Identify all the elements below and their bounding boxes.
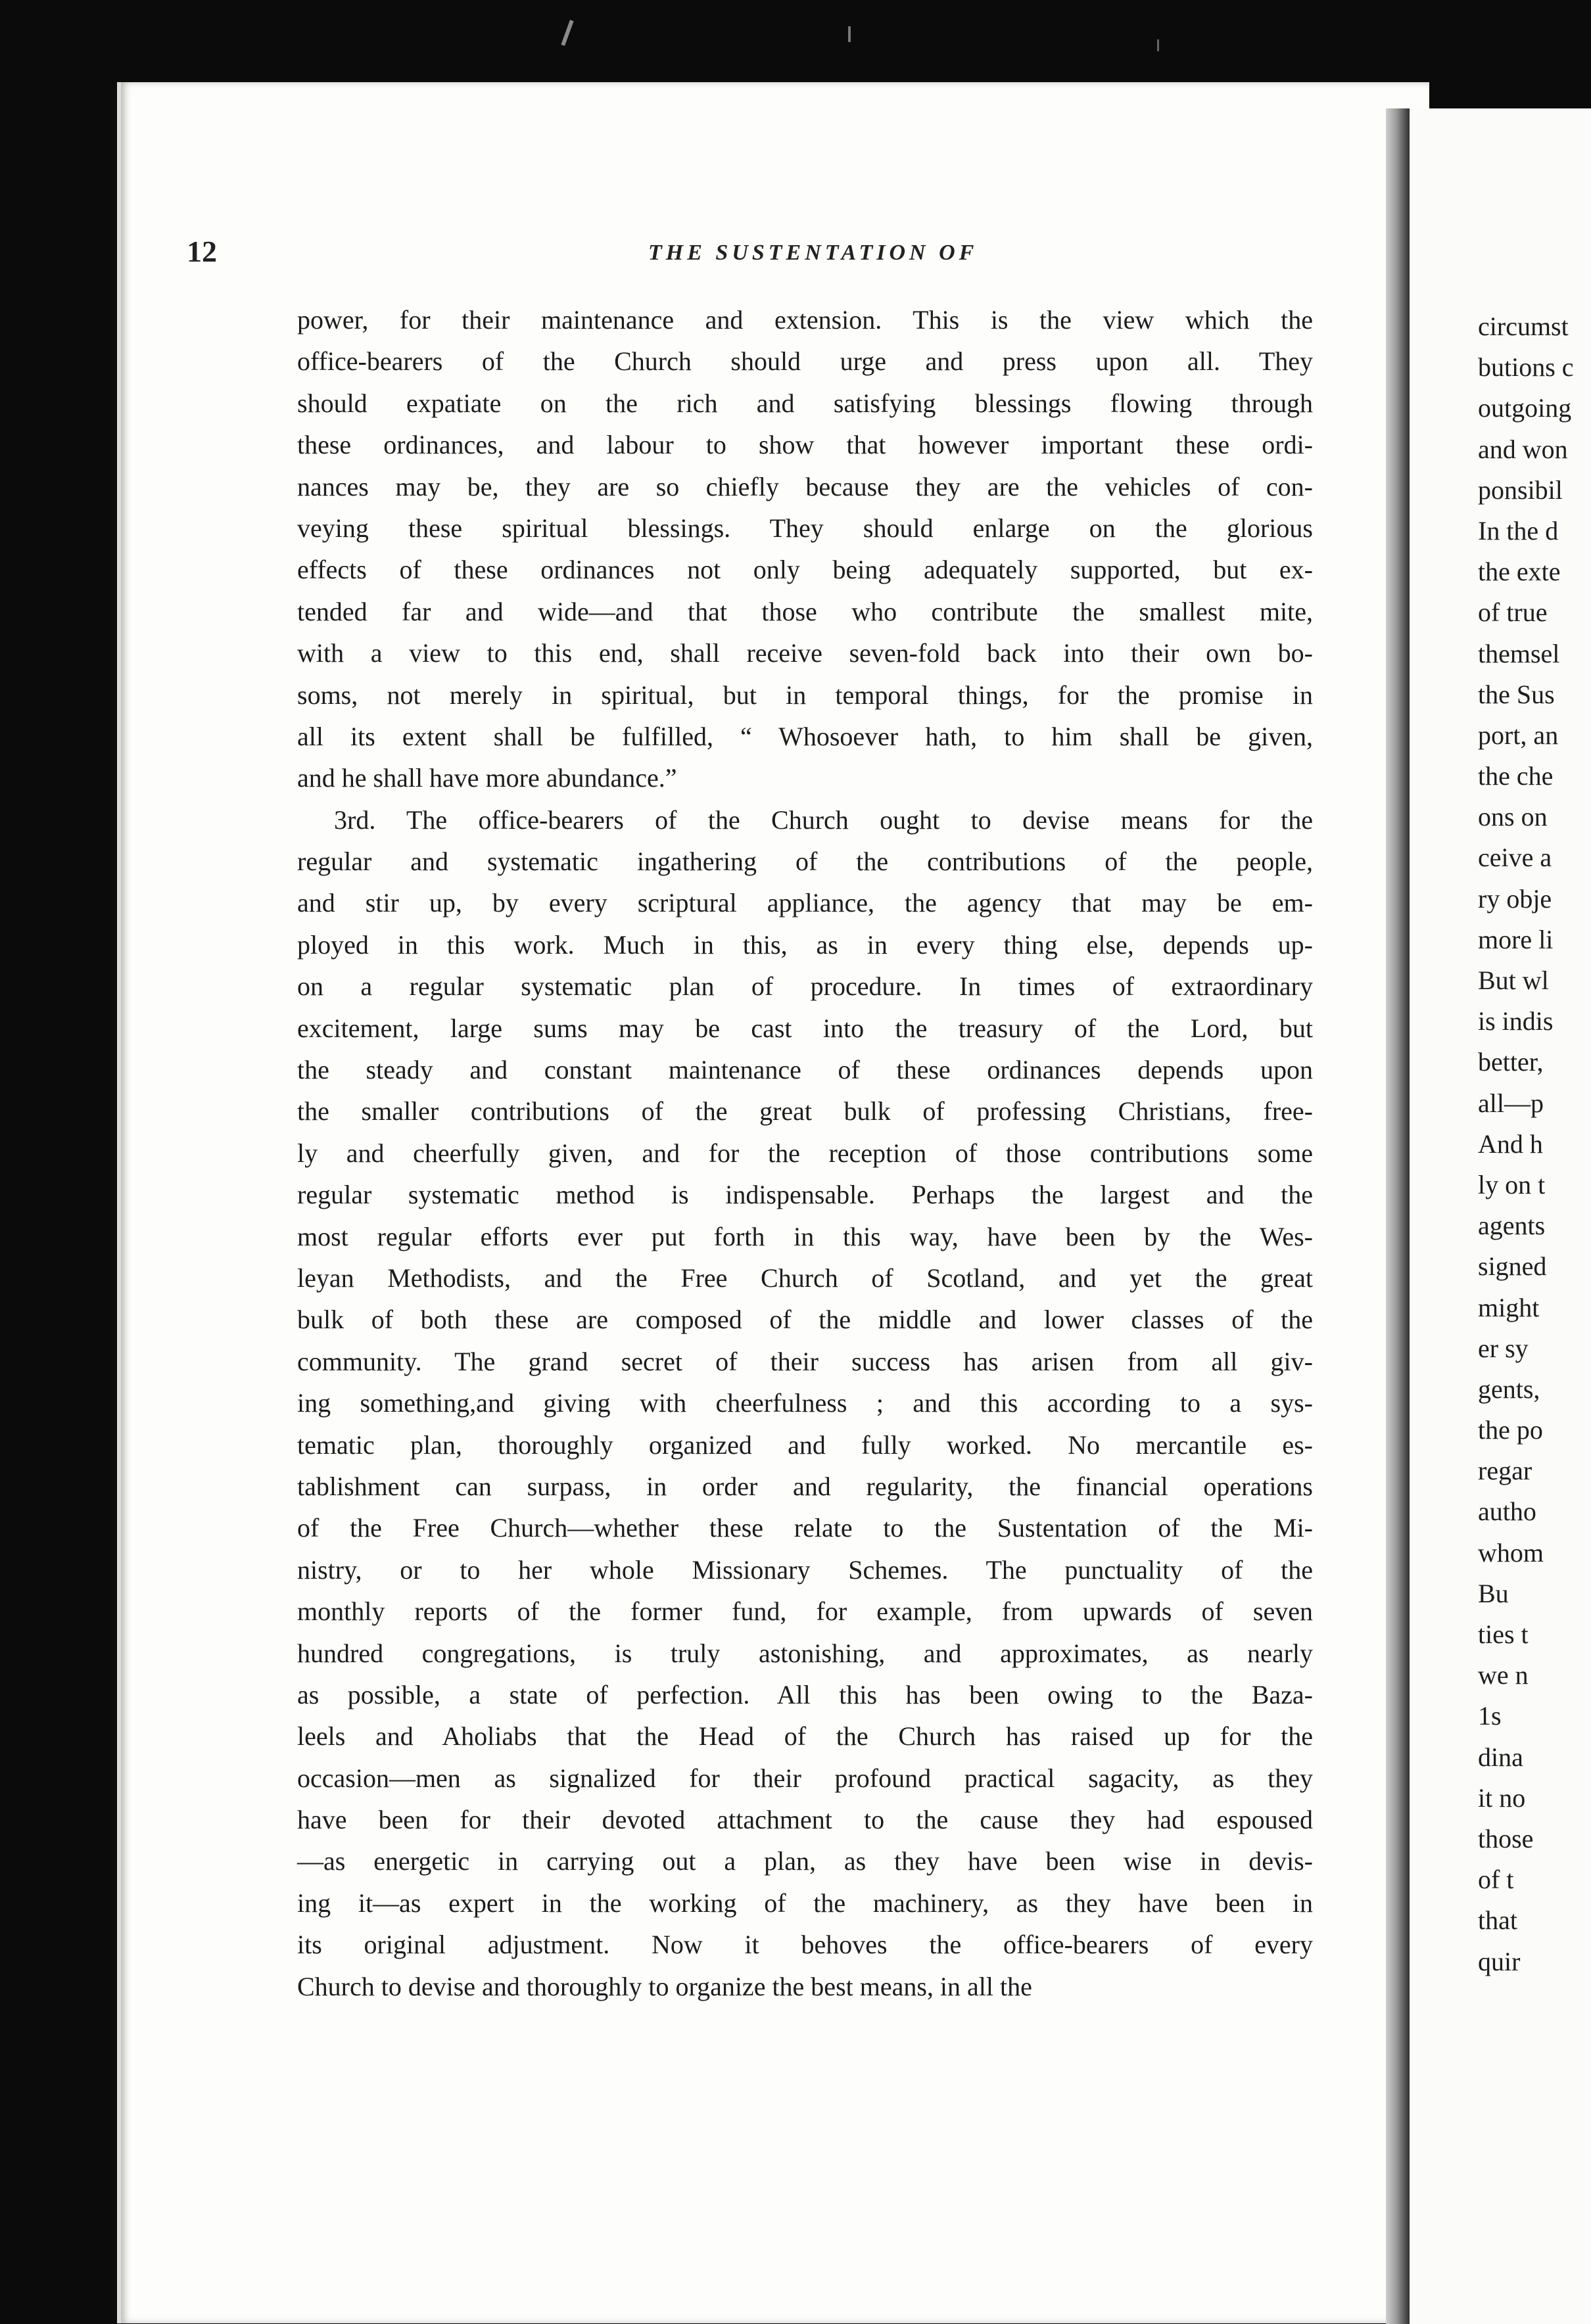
text-line: nances may be, they are so chiefly because they are the vehicles of con- bbox=[297, 471, 1313, 501]
side-text-line: And h bbox=[1478, 1128, 1543, 1159]
text-line: 3rd. The office-bearers of the Church ought to devise means for the bbox=[334, 804, 1313, 835]
adjacent-page-text-block bbox=[1478, 306, 1591, 1982]
side-text-line: port, an bbox=[1478, 720, 1559, 750]
side-text-line: those bbox=[1478, 1823, 1534, 1853]
side-text-line: and won bbox=[1478, 434, 1568, 464]
text-line: —as energetic in carrying out a plan, as they have been wise in devis- bbox=[297, 1846, 1313, 1876]
text-line: Church to devise and thoroughly to organize the best means, in all the bbox=[297, 1971, 1032, 2001]
side-text-line: gents, bbox=[1478, 1374, 1540, 1404]
text-line: all its extent shall be fulfilled, “ Whosoever hath, to him shall be given, bbox=[297, 721, 1313, 751]
side-text-line: ceive a bbox=[1478, 843, 1552, 873]
text-line: the steady and constant maintenance of these ordinances depends upon bbox=[297, 1055, 1313, 1085]
side-text-line: dina bbox=[1478, 1742, 1523, 1772]
side-text-line: more li bbox=[1478, 924, 1554, 954]
side-text-line: autho bbox=[1478, 1497, 1536, 1527]
side-text-line: ties t bbox=[1478, 1619, 1529, 1649]
book-gutter bbox=[1386, 108, 1410, 2324]
side-text-line: regar bbox=[1478, 1456, 1532, 1486]
film-speck bbox=[561, 20, 573, 46]
text-line: monthly reports of the former fund, for example, from upwards of seven bbox=[297, 1596, 1313, 1627]
side-text-line: quir bbox=[1478, 1946, 1521, 1976]
side-text-line: butions c bbox=[1478, 352, 1574, 383]
text-line: as possible, a state of perfection. All this has been owing to the Baza- bbox=[297, 1679, 1313, 1709]
text-line: on a regular systematic plan of procedure. In times of extraordinary bbox=[297, 971, 1313, 1002]
text-line: should expatiate on the rich and satisfying blessings flowing through bbox=[297, 388, 1313, 418]
side-text-line: But wl bbox=[1478, 965, 1549, 995]
main-text-block bbox=[297, 299, 1313, 2007]
side-text-line: the che bbox=[1478, 761, 1554, 791]
film-speck bbox=[1157, 39, 1159, 51]
side-text-line: all—p bbox=[1478, 1088, 1544, 1118]
text-line: ing something,and giving with cheerfulness ; and this according to a sys- bbox=[297, 1388, 1313, 1418]
text-line: tablishment can surpass, in order and regularity, the financial operations bbox=[297, 1471, 1313, 1501]
text-line: ly and cheerfully given, and for the reception of those contributions some bbox=[297, 1138, 1313, 1168]
side-text-line: ponsibil bbox=[1478, 475, 1563, 505]
side-text-line: ry obje bbox=[1478, 883, 1552, 914]
running-head: THE SUSTENTATION OF bbox=[648, 241, 978, 265]
side-text-line: is indis bbox=[1478, 1006, 1554, 1036]
text-line: these ordinances, and labour to show that however important these ordi- bbox=[297, 430, 1313, 460]
text-line: regular systematic method is indispensable. Perhaps the largest and the bbox=[297, 1180, 1313, 1210]
side-text-line: agents bbox=[1478, 1211, 1546, 1241]
text-line: have been for their devoted attachment to the cause they had espoused bbox=[297, 1805, 1313, 1835]
side-text-line: In the d bbox=[1478, 515, 1559, 546]
text-line: community. The grand secret of their success has arisen from all giv- bbox=[297, 1346, 1313, 1376]
text-line: bulk of both these are composed of the middle and lower classes of the bbox=[297, 1305, 1313, 1335]
text-line: leels and Aholiabs that the Head of the Church has raised up for the bbox=[297, 1721, 1313, 1752]
text-line: regular and systematic ingathering of the contributions of the people, bbox=[297, 847, 1313, 877]
side-text-line: ly on t bbox=[1478, 1169, 1546, 1199]
side-text-line: it no bbox=[1478, 1782, 1526, 1813]
film-speck bbox=[848, 26, 851, 42]
side-text-line: the exte bbox=[1478, 557, 1561, 587]
side-text-line: themsel bbox=[1478, 638, 1560, 668]
text-line: excitement, large sums may be cast into the treasury of the Lord, but bbox=[297, 1013, 1313, 1043]
text-line: effects of these ordinances not only being adequately supported, but ex- bbox=[297, 555, 1313, 585]
side-text-line: might bbox=[1478, 1292, 1540, 1322]
side-text-line: we n bbox=[1478, 1660, 1529, 1690]
text-line: with a view to this end, shall receive seven-fold back into their own bo- bbox=[297, 638, 1313, 668]
text-line: tended far and wide—and that those who contribute the smallest mite, bbox=[297, 596, 1313, 626]
text-line: hundred congregations, is truly astonishing, and approximates, as nearly bbox=[297, 1638, 1313, 1668]
text-line: the smaller contributions of the great bulk of professing Christians, free- bbox=[297, 1096, 1313, 1127]
text-line: power, for their maintenance and extension. This is the view which the bbox=[297, 305, 1313, 335]
side-text-line: circumst bbox=[1478, 312, 1569, 341]
side-text-line: ons on bbox=[1478, 802, 1548, 832]
side-text-line: outgoing bbox=[1478, 393, 1572, 423]
side-text-line: the Sus bbox=[1478, 679, 1555, 709]
side-text-line: 1s bbox=[1478, 1701, 1502, 1731]
text-line: tematic plan, thoroughly organized and fully worked. No mercantile es- bbox=[297, 1429, 1313, 1460]
side-text-line: signed bbox=[1478, 1251, 1547, 1282]
text-line: most regular efforts ever put forth in this way, have been by the Wes- bbox=[297, 1221, 1313, 1251]
text-line: leyan Methodists, and the Free Church of Scotland, and yet the great bbox=[297, 1263, 1313, 1293]
side-text-line: whom bbox=[1478, 1537, 1544, 1568]
text-line: and stir up, by every scriptural appliance, the agency that may be em- bbox=[297, 888, 1313, 918]
page-number: 12 bbox=[187, 235, 217, 268]
text-line: office-bearers of the Church should urge and press upon all. They bbox=[297, 346, 1313, 377]
side-text-line: of true bbox=[1478, 597, 1548, 628]
side-text-line: the po bbox=[1478, 1415, 1543, 1445]
text-line: soms, not merely in spiritual, but in temporal things, for the promise in bbox=[297, 680, 1313, 710]
side-text-line: better, bbox=[1478, 1047, 1544, 1077]
text-line: of the Free Church—whether these relate to the Sustentation of the Mi- bbox=[297, 1513, 1313, 1543]
side-text-line: Bu bbox=[1478, 1578, 1509, 1608]
text-line: veying these spiritual blessings. They should enlarge on the glorious bbox=[297, 513, 1313, 543]
side-text-line: that bbox=[1478, 1905, 1517, 1936]
side-text-line: er sy bbox=[1478, 1333, 1529, 1363]
text-line: nistry, or to her whole Missionary Schemes. The punctuality of the bbox=[297, 1554, 1313, 1585]
side-text-line: of t bbox=[1478, 1865, 1514, 1895]
text-line: ployed in this work. Much in this, as in every thing else, depends up- bbox=[297, 929, 1313, 960]
text-line: its original adjustment. Now it behoves the office-bearers of every bbox=[297, 1930, 1313, 1960]
text-line: and he shall have more abundance.” bbox=[297, 763, 677, 793]
text-line: ing it—as expert in the working of the machinery, as they have been in bbox=[297, 1888, 1313, 1918]
text-line: occasion—men as signalized for their profound practical sagacity, as they bbox=[297, 1763, 1313, 1793]
